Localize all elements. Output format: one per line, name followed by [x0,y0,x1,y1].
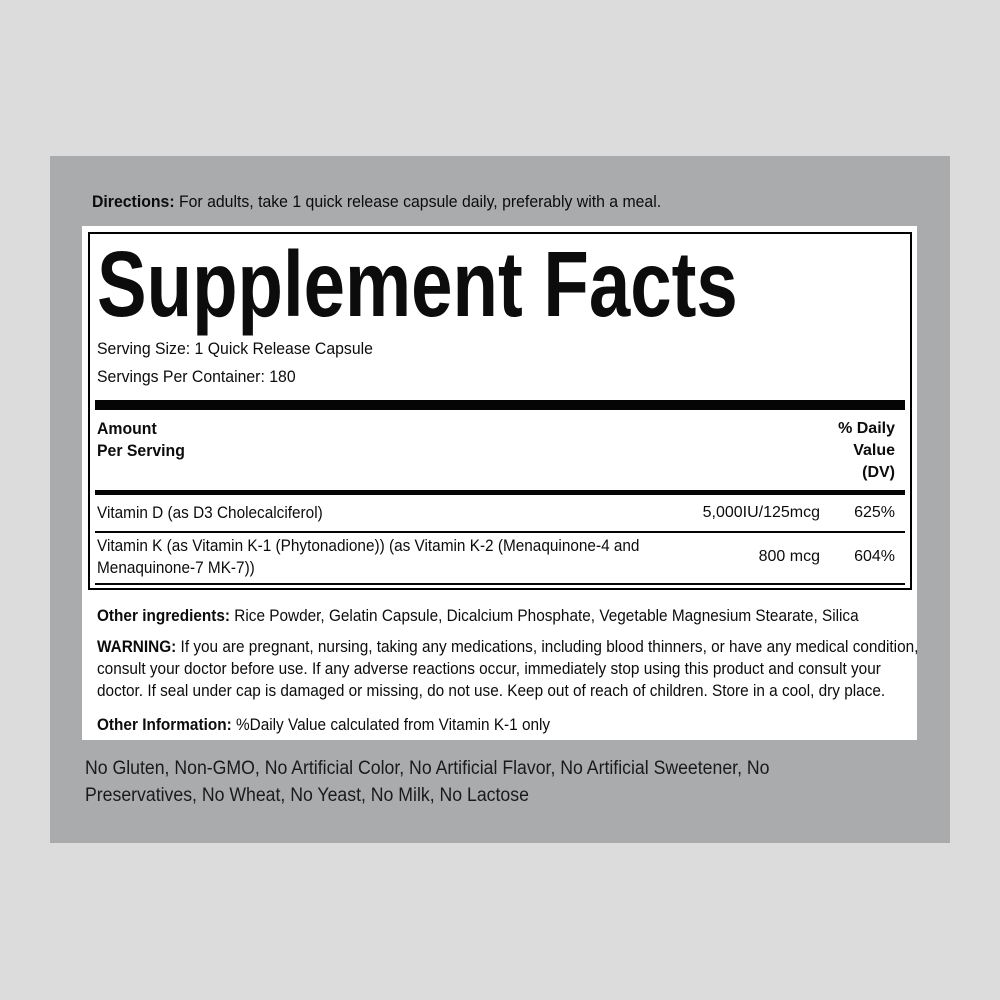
directions-text: For adults, take 1 quick release capsule daily, preferably with a meal. [178,192,662,211]
dv-header-line1: % Daily [838,420,895,437]
vitamin-d-name: Vitamin D (as D3 Cholecalciferol) [97,504,323,522]
servings-per-container-text: Servings Per Container: 180 [97,367,296,386]
vitamin-d-daily-value: 625% [854,504,895,521]
vitamin-k-amount: 800 mcg [758,548,820,565]
amount-per-serving-header [97,418,185,484]
other-information-line [97,714,550,736]
dv-header-line3: (DV) [862,464,895,481]
daily-value-header [838,418,905,484]
other-ingredients-line [97,605,859,627]
label-gray-panel [50,156,950,843]
nutrient-row-vitamin-d [97,495,905,531]
nutrient-row-vitamin-k [97,533,905,581]
column-header-row [97,418,905,484]
serving-size-text: Serving Size: 1 Quick Release Capsule [97,339,373,358]
thick-divider-rule [95,400,905,410]
supplement-facts-title: Supplement Facts [97,232,738,336]
other-ingredients-text: Rice Powder, Gelatin Capsule, Dicalcium Phosphate, Vegetable Magnesium Stearate, Silica [234,607,859,625]
dv-header-line2: Value [853,442,895,459]
directions-cond-wrap [92,193,661,210]
vitamin-d-amount: 5,000IU/125mcg [702,504,820,521]
warning-text: If you are pregnant, nursing, taking any medications, including blood thinners, or have any medical condition, consult your doctor before use. If any adverse reactions occur, immediately stop using this product and consult your doctor. If seal under cap is damaged or missing, do not use. Keep out of reach of children. Store in a cool, dry place. [97,638,919,700]
amount-header-line2: Per Serving [97,441,185,460]
supplement-facts-box [88,232,912,590]
vitamin-k-daily-value: 604% [854,548,895,565]
vitamin-k-name: Vitamin K (as Vitamin K-1 (Phytonadione)) (as Vitamin K-2 (Menaquinone-4 and Menaquinone-7 MK-7)) [97,537,640,577]
directions-line [92,192,704,212]
other-ingredients-label: Other ingredients: [97,607,231,625]
servings-per-container-line [97,364,311,392]
label-white-sheet [82,226,917,740]
directions-label: Directions: [92,192,175,211]
closing-divider-rule [95,583,905,585]
warning-paragraph [97,636,925,702]
warning-label: WARNING: [97,638,177,656]
free-from-claims-text: No Gluten, Non-GMO, No Artificial Color, No Artificial Flavor, No Artificial Sweetener, No Preservatives, No Wheat, No Yeast, No Milk, No Lactose [85,758,770,806]
serving-size-line [97,336,394,364]
amount-header-line1: Amount [97,419,157,438]
other-information-text: %Daily Value calculated from Vitamin K-1 only [235,716,551,734]
other-information-label: Other Information: [97,716,232,734]
